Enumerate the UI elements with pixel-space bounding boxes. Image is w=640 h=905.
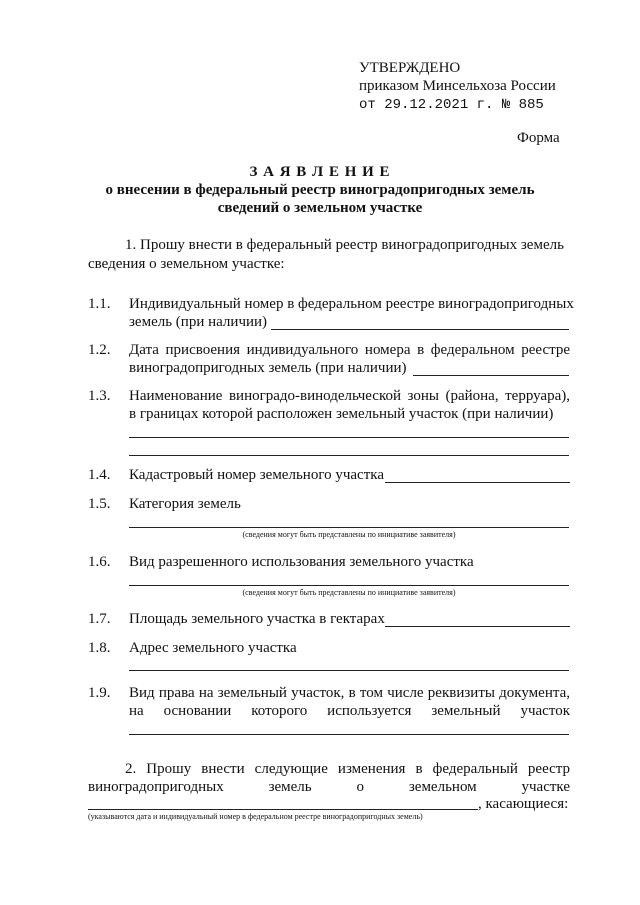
- item-1-3-number: 1.3.: [88, 388, 111, 404]
- item-1-3-field-1[interactable]: [129, 437, 569, 438]
- item-1-1-label-2: земель (при наличии): [129, 314, 268, 330]
- item-1-8-field[interactable]: [129, 670, 569, 671]
- item-1-3-field-2[interactable]: [129, 455, 569, 456]
- para2-line1: 2. Прошу внести следующие изменения в федеральный реестр: [125, 761, 570, 777]
- para2-note: (указываются дата и индивидуальный номер в федеральном реестре виноградопригодных земель): [88, 812, 423, 821]
- item-1-7-field[interactable]: [385, 626, 570, 627]
- item-1-8-number: 1.8.: [88, 640, 111, 656]
- item-1-2-label-2: виноградопригодных земель (при наличии): [129, 360, 407, 376]
- item-1-6-note: (сведения могут быть представлены по инициативе заявителя): [242, 588, 456, 597]
- document-subtitle-1: о внесении в федеральный реестр виноградопригодных земель: [105, 182, 535, 198]
- document-title: З А Я В Л Е Н И Е: [249, 164, 391, 180]
- item-1-6-number: 1.6.: [88, 554, 111, 570]
- item-1-9-label-2: на основании которого используется земельный участок: [129, 703, 570, 719]
- document-subtitle-2: сведений о земельном участке: [217, 200, 423, 216]
- item-1-2-field[interactable]: [413, 375, 569, 376]
- item-1-6-field[interactable]: [129, 585, 569, 586]
- para2-line2: виноградопригодных земель о земельном участке: [88, 779, 570, 795]
- para1-line1: 1. Прошу внести в федеральный реестр виноградопригодных земель: [125, 237, 564, 253]
- item-1-4-field[interactable]: [385, 482, 570, 483]
- para1-line2: сведения о земельном участке:: [88, 256, 285, 272]
- item-1-4-label: Кадастровый номер земельного участка: [129, 467, 384, 483]
- approval-order: приказом Минсельхоза России: [359, 78, 556, 94]
- item-1-7-number: 1.7.: [88, 611, 111, 627]
- item-1-3-label-2: в границах которой расположен земельный участок (при наличии): [129, 406, 554, 422]
- item-1-8-label: Адрес земельного участка: [129, 640, 297, 656]
- item-1-3-label: Наименование виноградо-винодельческой зоны (района, терруара),: [129, 388, 570, 404]
- item-1-5-number: 1.5.: [88, 496, 111, 512]
- para2-field[interactable]: [88, 809, 478, 810]
- item-1-4-number: 1.4.: [88, 467, 111, 483]
- item-1-6-label: Вид разрешенного использования земельного участка: [129, 554, 474, 570]
- item-1-5-label: Категория земель: [129, 496, 241, 512]
- para2-line3-tail: , касающиеся:: [478, 796, 569, 812]
- item-1-9-field[interactable]: [129, 734, 569, 735]
- item-1-9-number: 1.9.: [88, 685, 111, 701]
- item-1-7-label: Площадь земельного участка в гектарах: [129, 611, 385, 627]
- item-1-1-field[interactable]: [271, 329, 569, 330]
- item-1-1-label: Индивидуальный номер в федеральном реестре виноградопригодных: [129, 296, 574, 312]
- item-1-2-label: Дата присвоения индивидуального номера в федеральном реестре: [129, 342, 570, 358]
- item-1-9-label: Вид права на земельный участок, в том числе реквизиты документа,: [129, 685, 570, 701]
- form-label: Форма: [517, 130, 560, 146]
- item-1-5-note: (сведения могут быть представлены по инициативе заявителя): [242, 530, 456, 539]
- item-1-5-field[interactable]: [129, 527, 569, 528]
- approval-date: от 29.12.2021 г. № 885: [359, 97, 544, 113]
- approval-title: УТВЕРЖДЕНО: [359, 60, 461, 76]
- item-1-1-number: 1.1.: [88, 296, 111, 312]
- item-1-2-number: 1.2.: [88, 342, 111, 358]
